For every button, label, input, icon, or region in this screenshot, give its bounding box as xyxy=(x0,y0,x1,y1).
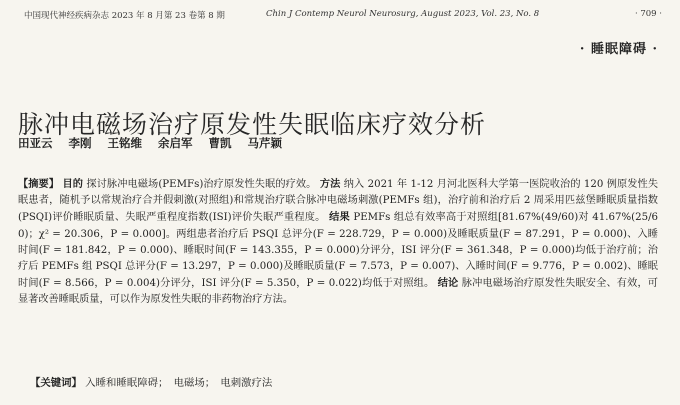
conclusions-heading: 结论 xyxy=(437,277,459,290)
keywords-text: 入睡和睡眠障碍； 电磁场； 电刺激疗法 xyxy=(85,377,273,389)
journal-name-english: Chin J Contemp Neurol Neurosurg, August 2023, Vol. 23, No. 8 xyxy=(266,9,540,19)
author-name: 马芹颖 xyxy=(247,136,282,150)
article-title: 脉冲电磁场治疗原发性失眠临床疗效分析 xyxy=(18,109,487,139)
results-heading: 结果 xyxy=(329,211,350,224)
author-name: 余启军 xyxy=(158,136,193,150)
abstract xyxy=(18,176,658,309)
author-name: 田亚云 xyxy=(18,136,53,150)
abstract-label: 【摘要】 xyxy=(18,178,60,190)
conclusions-text: 脉冲电磁场治疗原发性失眠安全、有效，可显著改善睡眠质量，可以作为原发性失眠的非药物治疗方法。 xyxy=(18,278,658,306)
author-name: 王铭维 xyxy=(107,136,142,150)
methods-heading: 方法 xyxy=(319,178,341,190)
methods-text: 纳入 2021 年 1-12 月河北医科大学第一医院收治的 120 例原发性失眠患者，随机予以常规治疗合并假刺激(对照组)和常规治疗联合脉冲电磁场刺激(PEMFs 组)，治疗前和治疗后 2 周采用匹兹堡睡眠质量指数(PSQI)评价睡眠质量、失眠严重程度指数(ISI)评价失眠严重程度。 xyxy=(18,179,659,224)
author-name: 曹凯 xyxy=(208,136,232,150)
objective-text: 探讨脉冲电磁场(PEMFs)治疗原发性失眠的疗效。 xyxy=(86,179,317,190)
objective-heading: 目的 xyxy=(62,178,84,190)
author-list xyxy=(18,135,282,151)
keywords xyxy=(30,374,272,389)
journal-name-chinese: 中国现代神经疾病杂志 2023 年 8 月第 23 卷第 8 期 xyxy=(24,11,225,21)
page-number: · 709 · xyxy=(634,9,662,19)
results-text: PEMFs 组总有效率高于对照组[81.67%(49/60)对 41.67%(25/60)；χ² = 20.306，P = 0.000]。两组患者治疗后 PSQI 总评分(F = 228.729，P = 0.000)及睡眠质量(F = 87.291，P = 0.000)、入睡时间(F = 181.842，P = 0.000)、睡眠时间(F = 143.355，P = 0.000)分评分，ISI 评分(F = 361.348，P = 0.000)均低于治疗前；治疗后 PEMFs 组 PSQI 总评分(F = 13.297，P = 0.000)及睡眠质量(F = 7.573，P = 0.007)、入睡时间(F = 9.776，P = 0.002)、睡眠时间(F = 8.566，P = 0.004)分评分，ISI 评分(F = 5.350，P = 0.022)均低于对照组。 xyxy=(18,212,658,290)
running-header xyxy=(24,9,666,23)
keywords-label: 【关键词】 xyxy=(30,377,82,389)
section-tag: · 睡眠障碍 · xyxy=(579,42,658,57)
author-name: 李刚 xyxy=(68,136,92,150)
